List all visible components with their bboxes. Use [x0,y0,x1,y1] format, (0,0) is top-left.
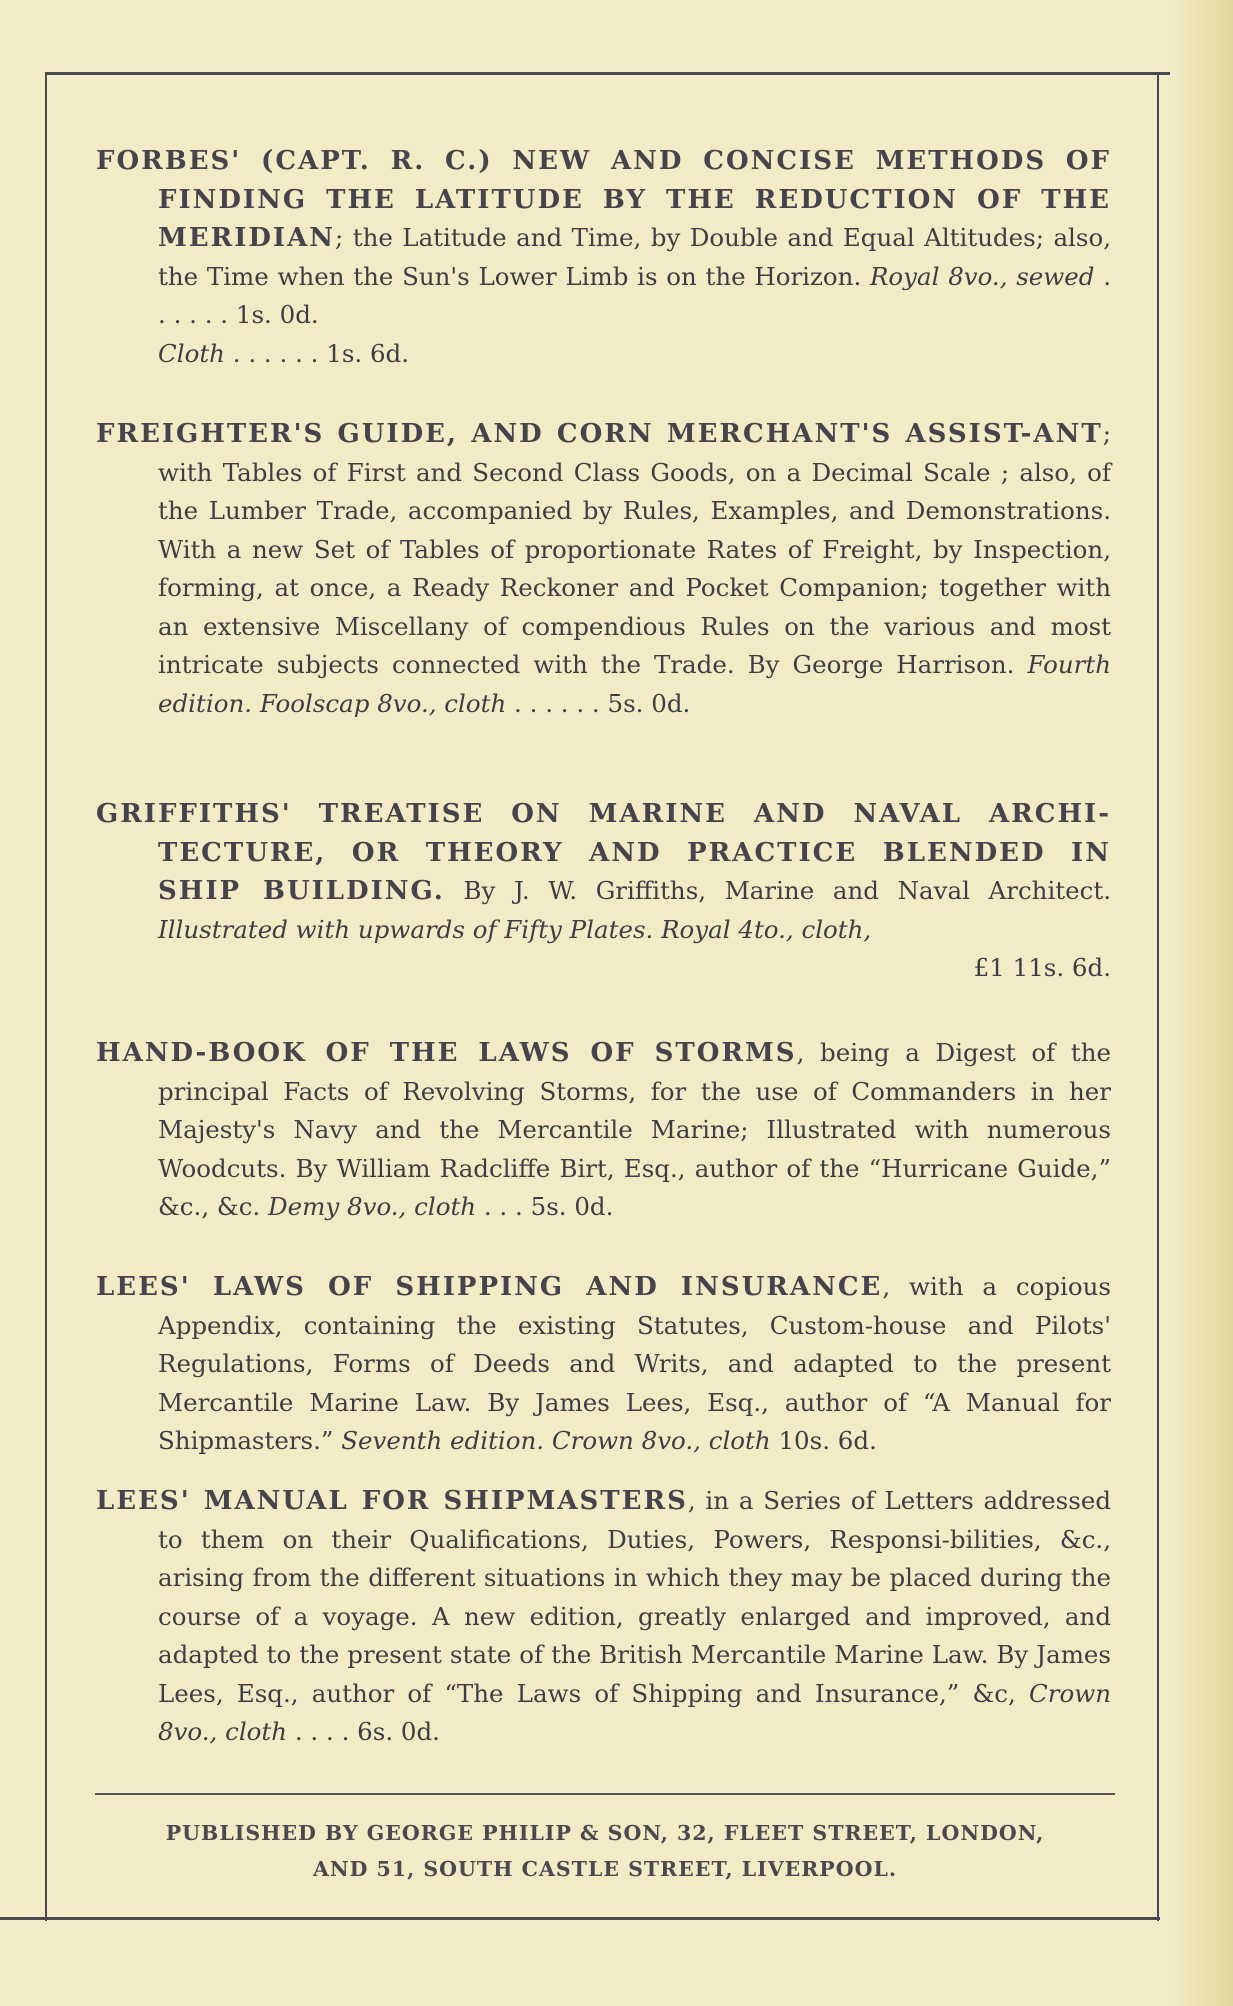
entry-lees-manual-for-shipmasters [96,1482,1111,1752]
entry-price: 1s. 0d. [235,300,319,329]
entry-format: Royal 8vo., sewed [869,261,1095,291]
dot-leader: . . . . [294,1717,350,1746]
entry-body: , with a copious Appendix, containing the existing Statutes, Custom-house and Pilots' Regulations, Forms of Deeds and Writs, and adapted to the present Mercantile Marine Law. By James Lees, Esq., author of “A Manual for Shipmasters.” [158,1272,1111,1455]
entry-format: Crown 8vo., cloth [551,1426,771,1455]
entry-griffiths-treatise [96,795,1111,988]
publisher-imprint [95,1815,1115,1887]
dot-leader: . . . . . . [158,261,1111,329]
imprint-line-2: AND 51, SOUTH CASTLE STREET, LIVERPOOL. [313,1857,897,1881]
entry-format: Royal 4to., cloth, [661,914,872,944]
entry-price: 5s. 0d. [530,1192,614,1221]
entry-body: , being a Digest of the principal Facts of Revolving Storms, for the use of Commanders in her Majesty's Navy and the Mercantile Marine; Illustrated with numerous Woodcuts. By William Radcliffe Birt, Esq., author of the “Hurricane Guide,” &c., &c. [158,1038,1111,1221]
entry-edition: Fourth edition. [158,650,1111,718]
imprint-line-1: PUBLISHED BY GEORGE PHILIP & SON, 32, FLEET STREET, LONDON, [165,1821,1045,1845]
entry-format-cloth: Cloth [158,338,225,368]
entry-body: ; the Latitude and Time, by Double and Equal Altitudes; also, the Time when the Sun's Lower Limb is on the Horizon. [158,223,1111,291]
entry-edition: Seventh edition. [341,1426,545,1455]
entry-heading: LEES' LAWS OF SHIPPING AND INSURANCE [96,1272,883,1302]
page-edge-shadow [1173,0,1233,2006]
entry-price: 10s. 6d. [778,1426,877,1455]
entry-price: 6s. 0d. [357,1717,440,1746]
entry-illustrations: Illustrated with upwards of Fifty Plates. [158,914,654,944]
dot-leader: . . . [483,1192,523,1221]
entry-heading: FREIGHTER'S GUIDE, AND CORN MERCHANT'S ASSIST-ANT [96,419,1103,449]
entry-body: By J. W. Griffiths, Marine and Naval Architect. [444,876,1111,905]
entry-freighters-guide [96,415,1111,723]
entry-heading: HAND-BOOK OF THE LAWS OF STORMS [96,1038,797,1068]
entry-heading: GRIFFITHS' TREATISE ON MARINE AND NAVAL ARCHI-TECTURE, OR THEORY AND PRACTICE BLENDED IN SHIP BUILDING. [96,799,1111,906]
entry-format: Foolscap 8vo., cloth [259,688,507,718]
dot-leader: . . . . . . [514,688,600,718]
imprint-divider-rule [95,1793,1115,1795]
entry-laws-of-storms [96,1034,1111,1227]
entry-forbes [96,142,1111,373]
entry-heading: FORBES' (CAPT. R. C.) NEW AND CONCISE METHODS OF FINDING THE LATITUDE BY THE REDUCTION OF THE MERIDIAN [96,146,1111,253]
entry-lees-laws-of-shipping [96,1268,1111,1461]
entry-format: Crown 8vo., cloth [158,1678,1111,1746]
entry-price: £1 11s. 6d. [973,953,1111,982]
entry-price: 5s. 0d. [607,688,691,718]
entry-format: Demy 8vo., cloth [268,1192,477,1221]
frame-bottom-rule [0,1917,1160,1920]
entry-body: ; with Tables of First and Second Class Goods, on a Decimal Scale ; also, of the Lumber Trade, accompanied by Rules, Examples, and Demonstrations. With a new Set of Tables of proportionate Rates of Freight, by Inspection, forming, at once, a Ready Reckoner and Pocket Companion; together with an extensive Miscellany of compendious Rules on the various and most intricate subjects connected with the Trade. By George Harrison. [158,419,1111,679]
entry-price-cloth: 1s. 6d. [326,338,410,368]
entry-body: , in a Series of Letters addressed to them on their Qualifications, Duties, Powers, Responsi-bilities, &c., arising from the different situations in which they may be placed during the course of a voyage. A new edition, greatly enlarged and improved, and adapted to the present state of the British Mercantile Marine Law. By James Lees, Esq., author of “The Laws of Shipping and Insurance,” &c, [158,1486,1112,1708]
entry-heading: LEES' MANUAL FOR SHIPMASTERS [96,1486,688,1516]
dot-leader: . . . . . . [232,338,319,368]
